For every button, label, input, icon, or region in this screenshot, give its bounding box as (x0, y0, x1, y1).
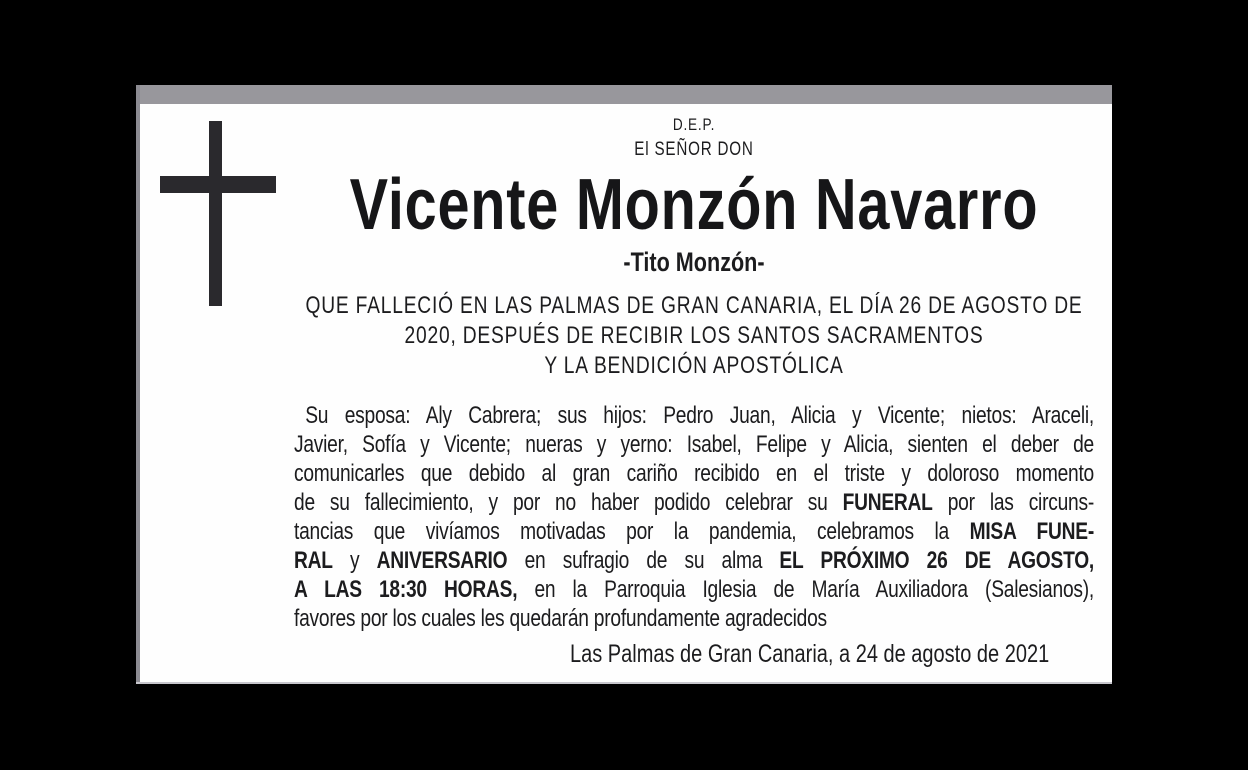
body-text: en sufragio de su alma (507, 547, 780, 574)
announcement-line (294, 430, 1094, 459)
dep-heading: D.E.P. (672, 115, 716, 134)
emphasized-text: ANIVERSARIO (376, 547, 508, 574)
body-text: por las circuns- (932, 489, 1094, 516)
closing-date-line: Las Palmas de Gran Canaria, a 24 de agosto de 2021 (569, 640, 1050, 668)
death-statement: QUE FALLECIÓ EN LAS PALMAS DE GRAN CANARIA, EL DÍA 26 DE AGOSTO DE 2020, DESPUÉS DE RECIBIR LOS SANTOS SACRAMENTOS Y LA BENDICIÓN APOSTÓLICA (305, 292, 1083, 379)
body-text: en la Parroquia Iglesia de María Auxiliadora (Salesianos), (517, 576, 1094, 603)
body-text: favores por los cuales les quedarán profundamente agradecidos (294, 605, 827, 632)
cross-vertical-bar (209, 121, 222, 306)
announcement-line (294, 401, 1094, 430)
announcement-line (294, 488, 1094, 517)
announcement-line (294, 604, 1094, 633)
emphasized-text: FUNERAL (842, 489, 933, 516)
card-bottom-edge (136, 682, 1112, 684)
body-text: y (332, 547, 377, 574)
emphasized-text: MISA FUNE- (969, 518, 1095, 545)
body-text: Su esposa: Aly Cabrera; sus hijos: Pedro Juan, Alicia y Vicente; nietos: Araceli, (305, 402, 1094, 429)
emphasized-text: EL PRÓXIMO 26 DE AGOSTO, (779, 547, 1094, 574)
announcement-line (294, 459, 1094, 488)
emphasized-text: A LAS 18:30 HORAS, (294, 576, 518, 603)
cross-horizontal-bar (160, 176, 276, 193)
deceased-name: Vicente Monzón Navarro (349, 165, 1039, 245)
announcement-line (294, 546, 1094, 575)
card-left-edge (136, 85, 140, 684)
body-text: de su fallecimiento, y por no haber podido celebrar su (294, 489, 843, 516)
title-prefix: El SEÑOR DON (634, 139, 754, 160)
obituary-card (136, 85, 1112, 684)
emphasized-text: RAL (294, 547, 333, 574)
body-text: Javier, Sofía y Vicente; nueras y yerno: Isabel, Felipe y Alicia, sienten el deber de (294, 431, 1094, 458)
body-text: tancias que vivíamos motivadas por la pandemia, celebramos la (294, 518, 970, 545)
notice-content (294, 85, 1094, 669)
announcement-line (294, 575, 1094, 604)
deceased-nickname: -Tito Monzón- (623, 247, 765, 277)
body-text: comunicarles que debido al gran cariño recibido en el triste y doloroso momento (294, 460, 1094, 487)
family-announcement (294, 401, 1094, 633)
announcement-line (294, 517, 1094, 546)
